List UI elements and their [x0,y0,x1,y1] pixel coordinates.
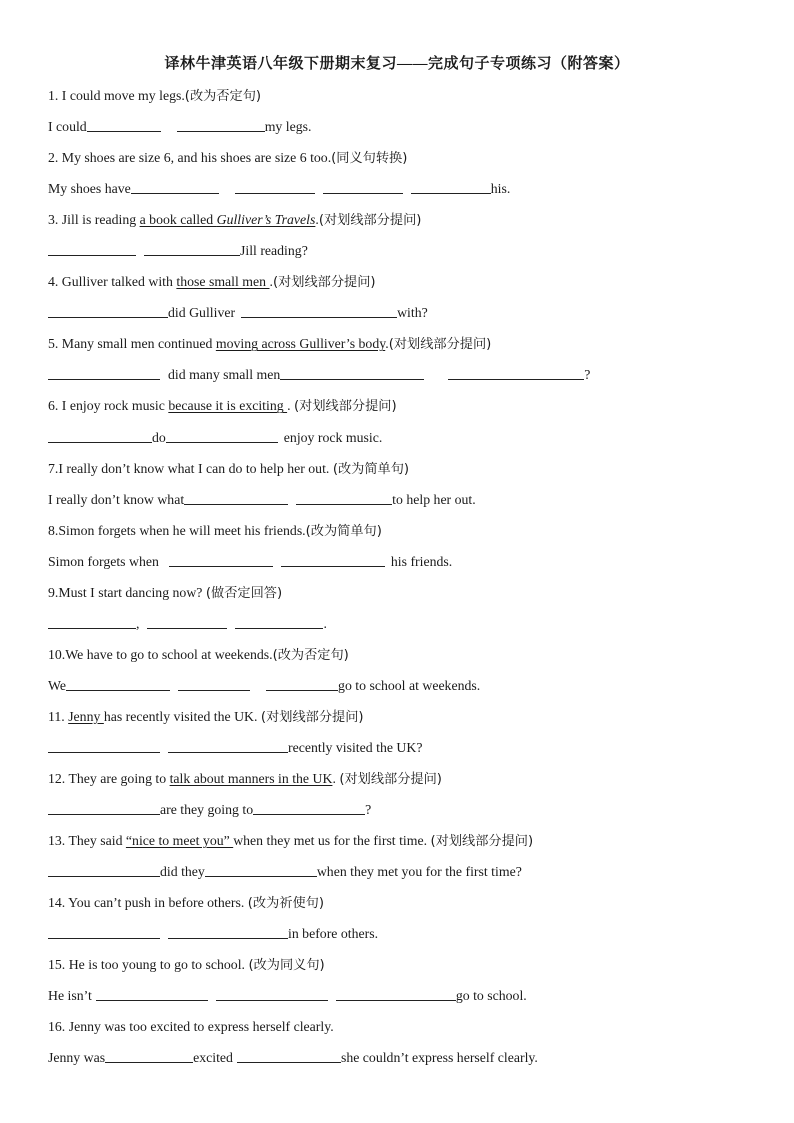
exercise-list [48,84,764,1078]
answer-4: did Gulliver with? [48,301,764,332]
answer-blank[interactable] [266,675,338,691]
answer-15: He isn’t go to school. [48,984,764,1015]
answer-blank[interactable] [166,427,278,443]
question-11: 11. Jenny has recently visited the UK. (对划线部分提问) [48,708,364,725]
answer-blank[interactable] [87,116,161,132]
question-3: 3. Jill is reading a book called Gulliver’s Travels.(对划线部分提问) [48,212,422,229]
answer-5: did many small men ? [48,363,764,394]
answer-blank[interactable] [177,116,265,132]
answer-blank[interactable] [144,240,240,256]
answer-blank[interactable] [184,489,288,505]
underlined-part: because it is exciting [168,398,288,414]
answer-blank[interactable] [48,240,136,256]
answer-blank[interactable] [48,613,136,629]
underlined-part: moving across Gulliver’s body [215,336,386,352]
answer-blank[interactable] [323,178,403,194]
question-1: 1. I could move my legs.(改为否定句) [48,88,262,104]
question-9: 9.Must I start dancing now? (做否定回答) [48,584,283,601]
answer-blank[interactable] [448,364,584,380]
question-13: 13. They said “nice to meet you” when they met us for the first time. (对划线部分提问) [48,833,534,850]
worksheet-title: 译林牛津英语八年级下册期末复习——完成句子专项练习（附答案） [164,56,630,72]
answer-7: I really don’t know what to help her out. [48,488,764,519]
question-12: 12. They are going to talk about manners in the UK. (对划线部分提问) [48,771,442,788]
answer-blank[interactable] [296,489,392,505]
question-14: 14. You can’t push in before others. (改为祈使句) [48,895,325,912]
answer-blank[interactable] [48,737,160,753]
question-4: 4. Gulliver talked with those small men .(对划线部分提问) [48,274,376,291]
question-10: 10.We have to go to school at weekends.(改为否定句) [48,646,349,663]
answer-blank[interactable] [168,737,288,753]
answer-blank[interactable] [178,675,250,691]
answer-blank[interactable] [105,1047,193,1063]
answer-blank[interactable] [280,364,424,380]
question-15: 15. He is too young to go to school. (改为同义句) [48,957,325,974]
answer-3: Jill reading? [48,239,764,270]
answer-14: in before others. [48,922,764,953]
answer-blank[interactable] [253,799,365,815]
answer-blank[interactable] [48,302,168,318]
answer-blank[interactable] [48,923,160,939]
answer-12: are they going to ? [48,798,764,829]
answer-blank[interactable] [237,1047,341,1063]
answer-blank[interactable] [131,178,219,194]
answer-blank[interactable] [336,985,456,1001]
answer-11: recently visited the UK? [48,736,764,767]
answer-blank[interactable] [235,613,323,629]
answer-blank[interactable] [96,985,208,1001]
question-16: 16. Jenny was too excited to express herself clearly. [48,1019,334,1035]
answer-16: Jenny was excited she couldn’t express herself clearly. [48,1046,764,1077]
answer-blank[interactable] [48,427,152,443]
underlined-part: a book called Gulliver’s Travels [139,212,316,228]
answer-2: My shoes have his. [48,177,764,208]
answer-blank[interactable] [66,675,170,691]
answer-blank[interactable] [216,985,328,1001]
answer-10: We go to school at weekends. [48,674,764,705]
answer-blank[interactable] [48,364,160,380]
underlined-part: talk about manners in the UK [169,771,333,787]
answer-blank[interactable] [147,613,227,629]
answer-blank[interactable] [281,551,385,567]
answer-8: Simon forgets when his friends. [48,550,764,581]
answer-9: , . [48,612,764,643]
underlined-part: those small men [176,274,270,290]
answer-blank[interactable] [48,799,160,815]
question-6: 6. I enjoy rock music because it is exciting . (对划线部分提问) [48,398,397,415]
answer-blank[interactable] [168,923,288,939]
answer-blank[interactable] [48,861,160,877]
question-5: 5. Many small men continued moving across Gulliver’s body.(对划线部分提问) [48,336,492,353]
answer-blank[interactable] [411,178,491,194]
underlined-part: “nice to meet you” [125,833,234,849]
answer-1: I could my legs. [48,115,764,146]
answer-13: did they when they met you for the first time? [48,860,764,891]
answer-blank[interactable] [169,551,273,567]
question-8: 8.Simon forgets when he will meet his friends.(改为简单句) [48,522,382,539]
question-2: 2. My shoes are size 6, and his shoes are size 6 too.(同义句转换) [48,150,408,167]
answer-blank[interactable] [241,302,397,318]
underlined-part: Jenny [68,708,104,724]
answer-blank[interactable] [235,178,315,194]
answer-blank[interactable] [205,861,317,877]
question-7: 7.I really don’t know what I can do to help her out. (改为简单句) [48,460,410,477]
answer-6: do enjoy rock music. [48,426,764,457]
